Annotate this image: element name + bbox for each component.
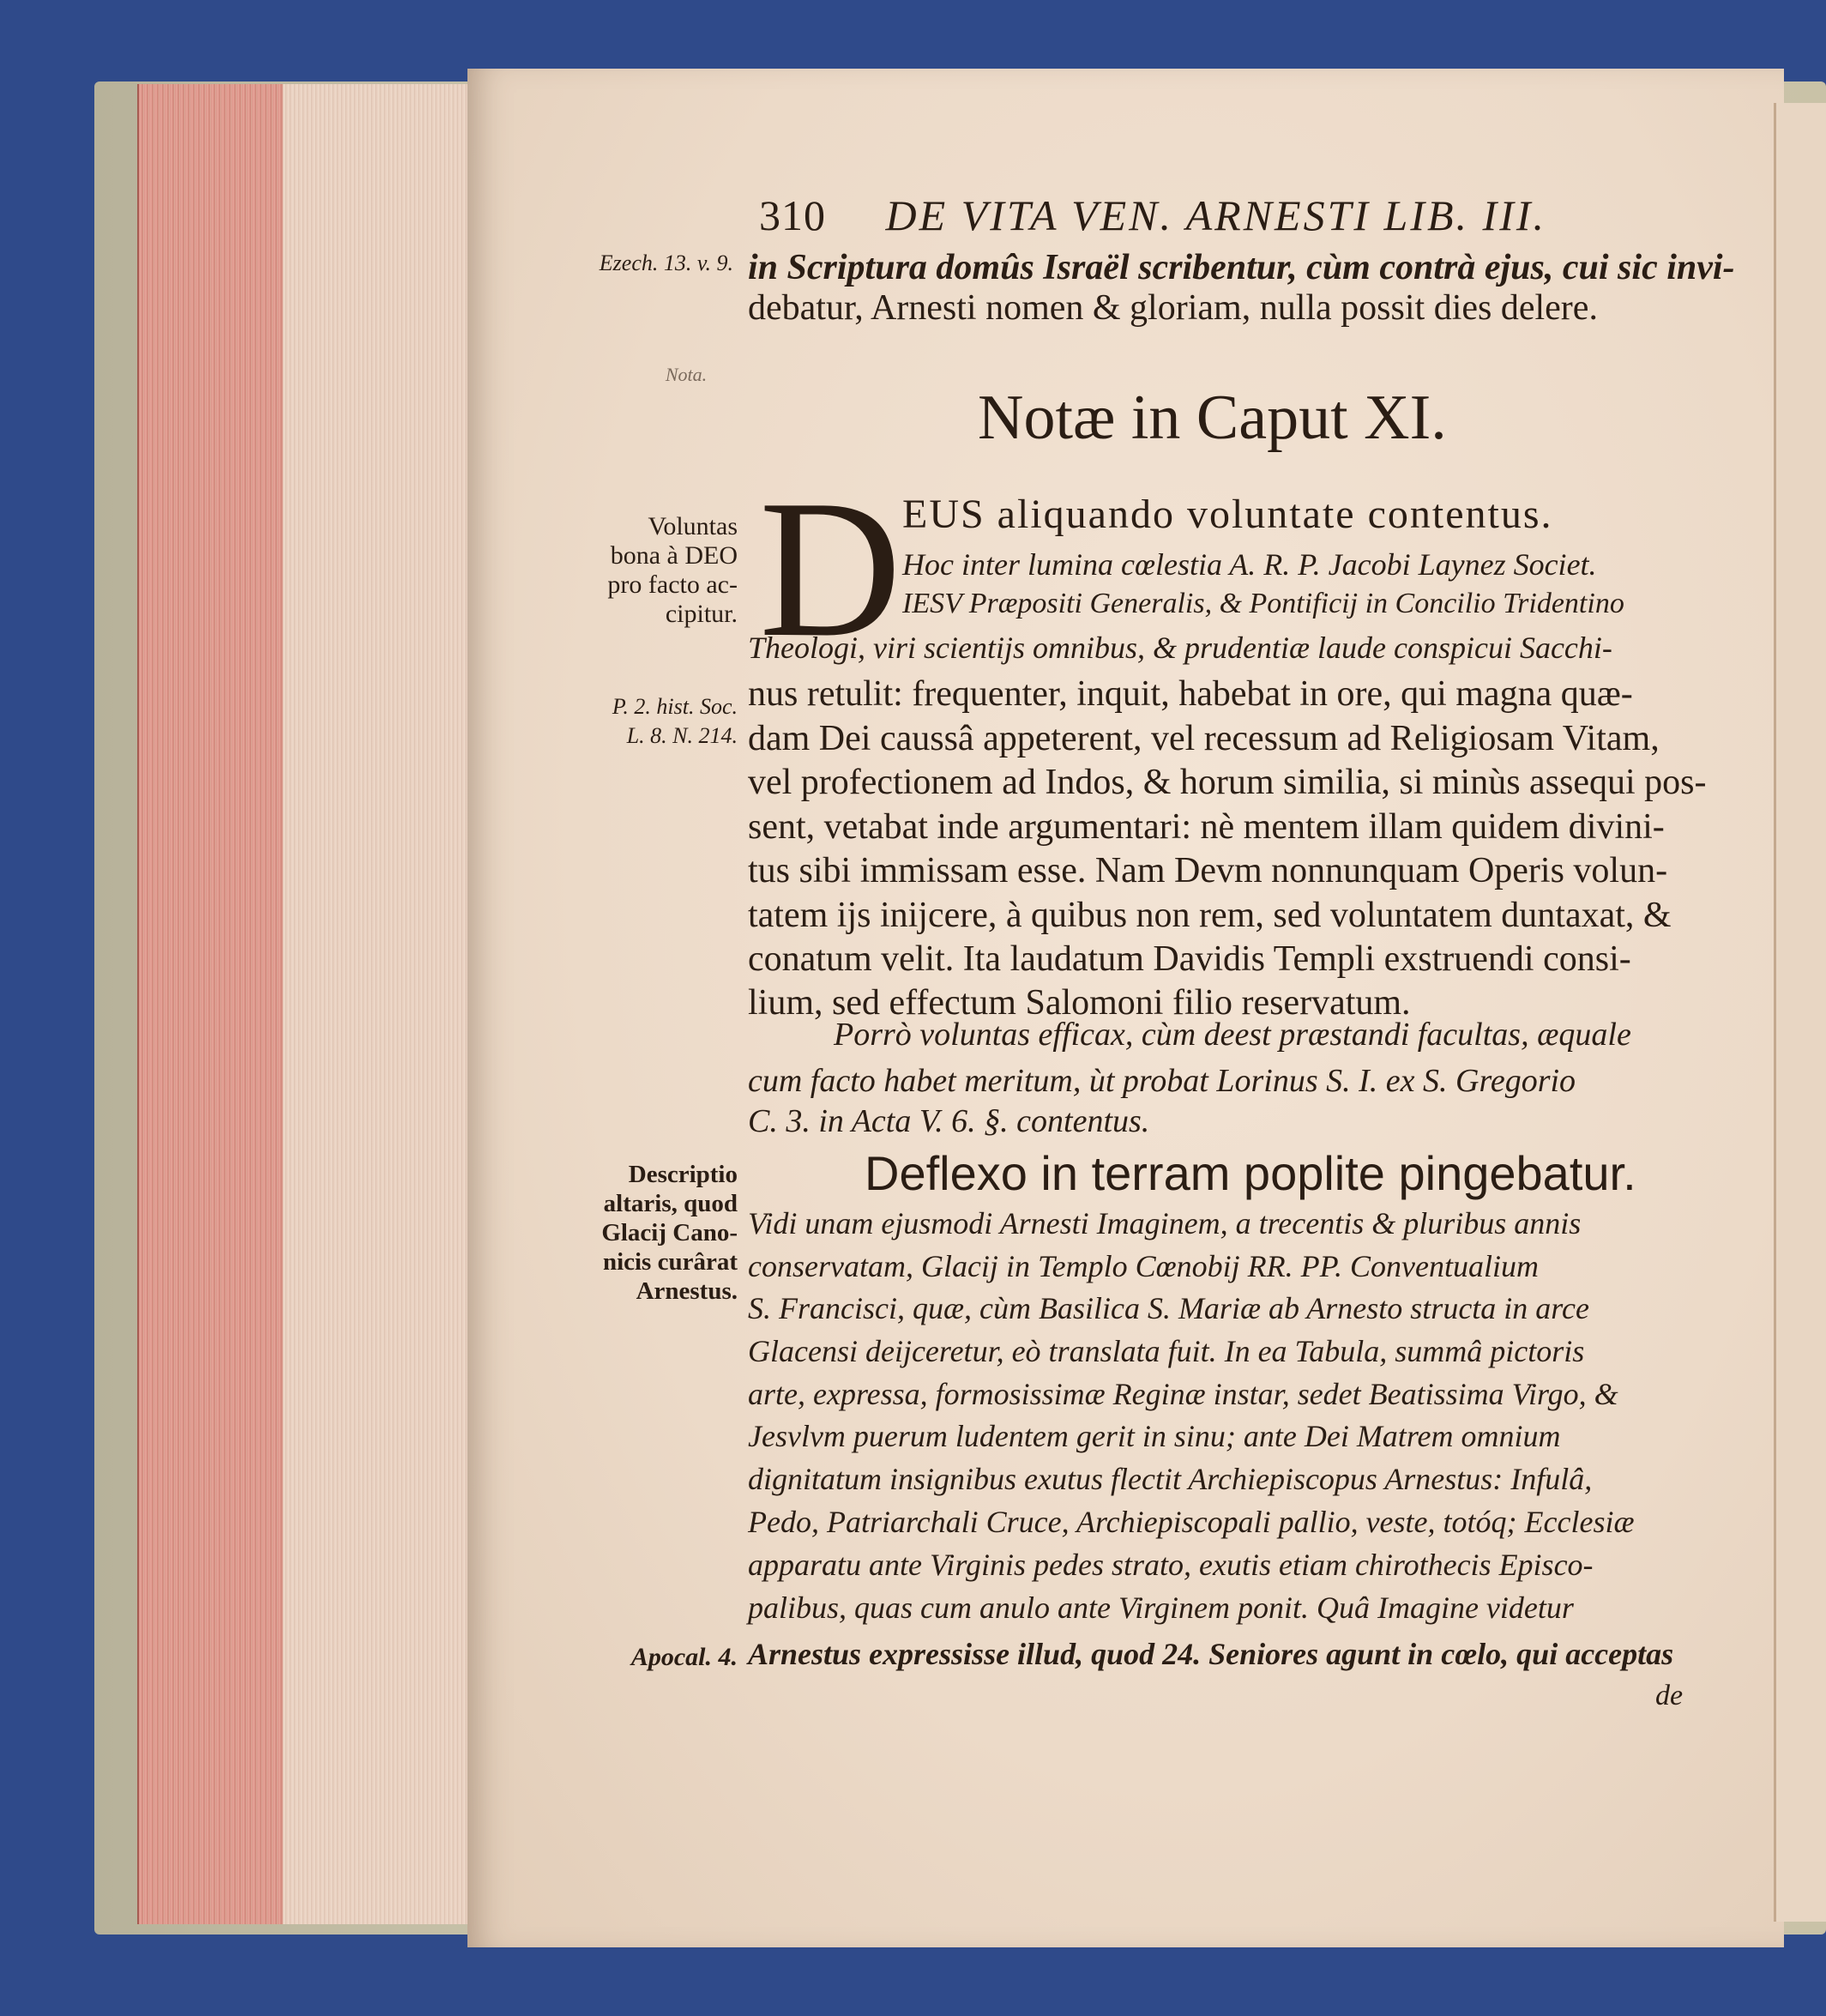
text-line: Theologi, viri scientijs omnibus, & prudentiæ laude conspicui Sacchi- xyxy=(748,631,1612,665)
running-header xyxy=(759,190,1546,240)
margin-line: Voluntas xyxy=(648,512,738,540)
margin-line: Glacij Cano- xyxy=(601,1219,738,1246)
text-line: lium, sed effectum Salomoni filio reservatum. xyxy=(748,983,1411,1023)
margin-line: altaris, quod xyxy=(603,1190,738,1217)
text-line: in Scriptura domûs Israël scribentur, cùm contrà ejus, cui sic invi- xyxy=(748,248,1735,287)
text-line: Porrò voluntas efficax, cùm deest præstandi facultas, æquale xyxy=(834,1017,1631,1053)
text-line: Jesvlvm puerum ludentem gerit in sinu; ante Dei Matrem omnium xyxy=(748,1419,1561,1453)
text-line: S. Francisci, quæ, cùm Basilica S. Mariæ ab Arnesto structa in arce xyxy=(748,1291,1589,1325)
text-line: EUS aliquando voluntate contentus. xyxy=(902,492,1553,537)
text-line: dignitatum insignibus exutus flectit Archiepiscopus Arnestus: Infulâ, xyxy=(748,1462,1593,1496)
catchword: de xyxy=(1655,1680,1684,1711)
margin-line: P. 2. hist. Soc. xyxy=(612,694,738,719)
text-line: conservatam, Glacij in Templo Cœnobij RR. PP. Conventualium xyxy=(748,1249,1539,1283)
text-line: Pedo, Patriarchali Cruce, Archiepiscopali pallio, veste, totóq; Ecclesiæ xyxy=(748,1505,1635,1539)
margin-ref-ezech: Ezech. 13. v. 9. xyxy=(599,250,733,275)
running-title: DE VITA VEN. ARNESTI LIB. III. xyxy=(885,191,1546,239)
drop-cap: D xyxy=(759,459,902,678)
margin-line: Descriptio xyxy=(628,1161,738,1188)
text-line: Vidi unam ejusmodi Arnesti Imaginem, a trecentis & pluribus annis xyxy=(748,1206,1582,1240)
text-line: conatum velit. Ita laudatum Davidis Templi exstruendi consi- xyxy=(748,939,1631,979)
margin-line: Arnestus. xyxy=(636,1277,738,1305)
text-line: palibus, quas cum anulo ante Virginem ponit. Quâ Imagine videtur xyxy=(748,1590,1574,1625)
text-line: IESV Præpositi Generalis, & Pontificij in Concilio Tridentino xyxy=(902,588,1624,619)
text-line: vel profectionem ad Indos, & horum similia, si minùs assequi pos- xyxy=(748,763,1707,802)
text-line: Hoc inter lumina cœlestia A. R. P. Jacobi Laynez Societ. xyxy=(902,547,1597,582)
margin-line: cipitur. xyxy=(665,600,738,628)
margin-note-descriptio xyxy=(566,1160,738,1306)
facing-page-edge xyxy=(1774,103,1826,1922)
text-line: Glacensi deijceretur, eò translata fuit. In ea Tabula, summâ pictoris xyxy=(748,1334,1585,1368)
chapter-notes-heading: Notæ in Caput XI. xyxy=(978,383,1447,453)
text-line: sent, vetabat inde argumentari: nè mentem illam quidem divini- xyxy=(748,807,1665,847)
page-edges-inner xyxy=(283,84,480,1924)
text-line: debatur, Arnesti nomen & gloriam, nulla possit dies delere. xyxy=(748,288,1598,328)
margin-nota: Nota. xyxy=(665,364,708,385)
text-line: C. 3. in Acta V. 6. §. contentus. xyxy=(748,1103,1150,1139)
text-line: dam Dei caussâ appeterent, vel recessum ad Religiosam Vitam, xyxy=(748,719,1660,758)
text-line: arte, expressa, formosissimæ Reginæ instar, sedet Beatissima Virgo, & xyxy=(748,1377,1618,1411)
margin-line: nicis curârat xyxy=(602,1248,738,1276)
margin-note-voluntas xyxy=(566,512,738,629)
margin-line: pro facto ac- xyxy=(607,570,738,599)
page-number: 310 xyxy=(759,191,826,239)
margin-line: bona à DEO xyxy=(610,541,738,570)
text-line: apparatu ante Virginis pedes strato, exutis etiam chirothecis Episco- xyxy=(748,1548,1594,1582)
margin-line: L. 8. N. 214. xyxy=(626,723,738,748)
margin-ref-hist xyxy=(566,692,738,751)
section-heading-deflexo: Deflexo in terram poplite pingebatur. xyxy=(865,1146,1636,1200)
text-line: tus sibi immissam esse. Nam Devm nonnunquam Operis volun- xyxy=(748,851,1668,890)
text-line: tatem ijs inijcere, à quibus non rem, sed voluntatem duntaxat, & xyxy=(748,896,1672,935)
margin-ref-apoc: Apocal. 4. xyxy=(630,1643,738,1671)
text-line: Arnestus expressisse illud, quod 24. Seniores agunt in cœlo, qui acceptas xyxy=(748,1637,1674,1671)
text-line: nus retulit: frequenter, inquit, habebat in ore, qui magna quæ- xyxy=(748,674,1633,714)
text-line: cum facto habet meritum, ùt probat Lorinus S. I. ex S. Gregorio xyxy=(748,1063,1576,1099)
